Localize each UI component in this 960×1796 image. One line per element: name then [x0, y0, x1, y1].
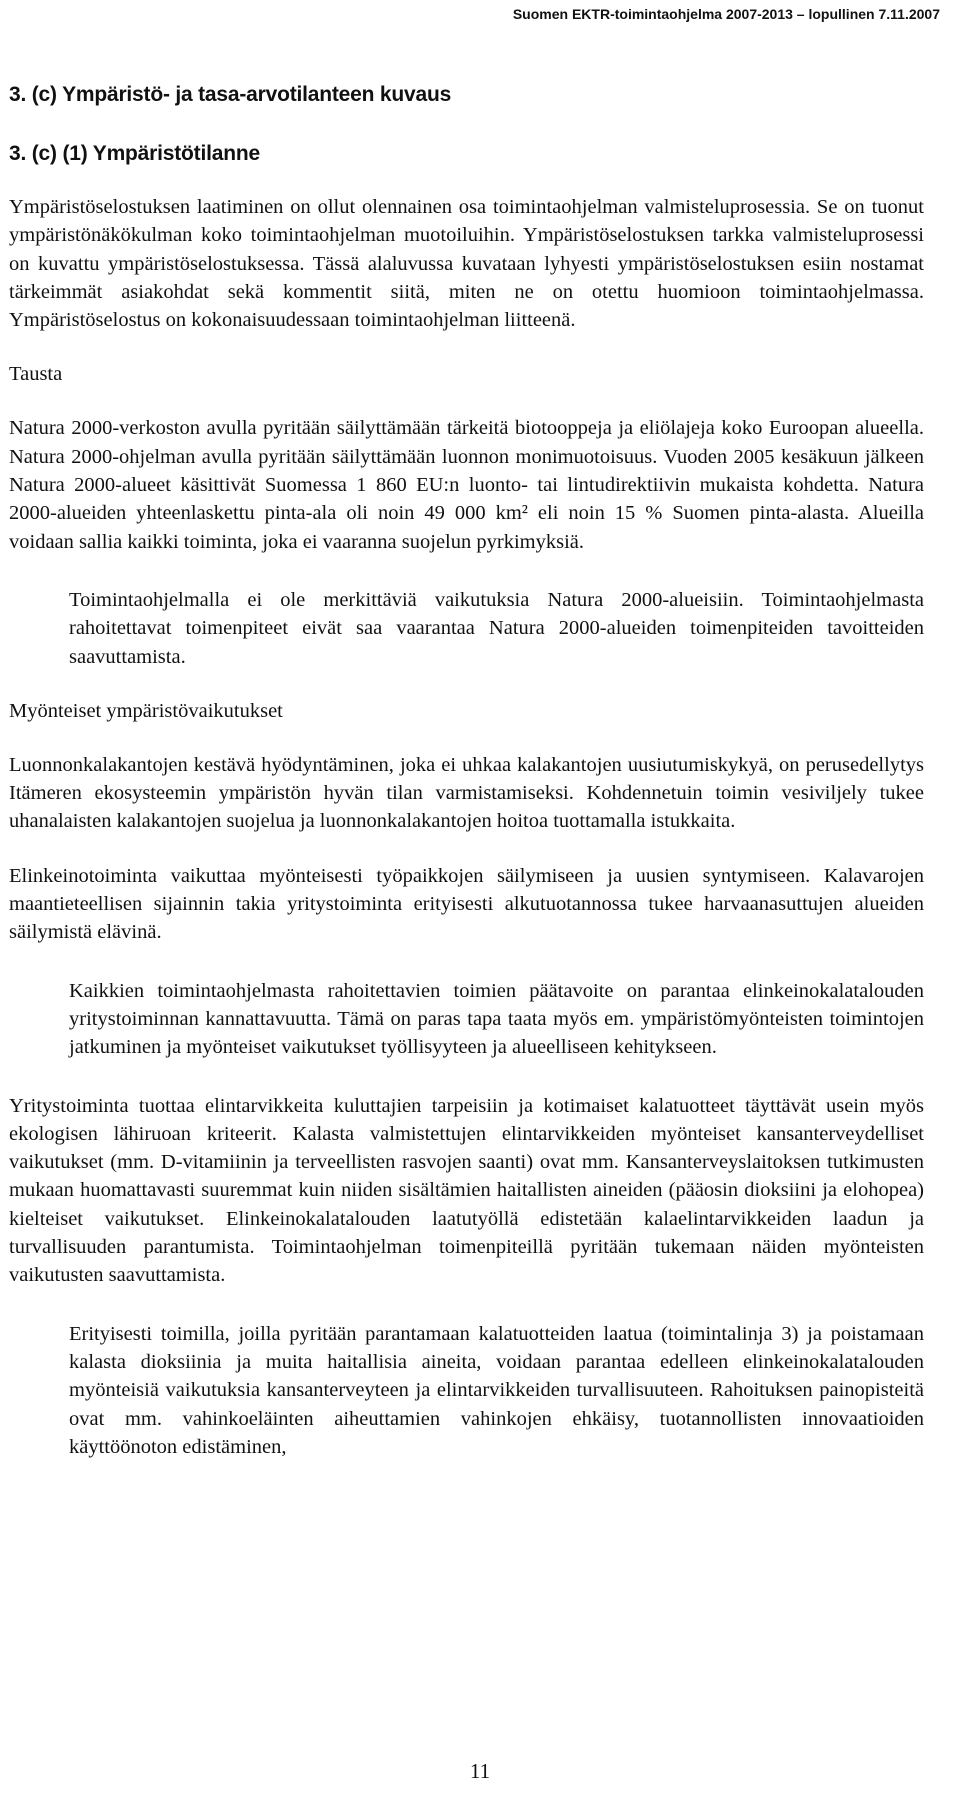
running-header: Suomen EKTR-toimintaohjelma 2007-2013 – lopullinen 7.11.2007: [512, 6, 940, 22]
page-number: 11: [469, 1759, 491, 1783]
tausta-heading: Tausta: [9, 363, 63, 386]
fish-stocks-paragraph: Luonnonkalakantojen kestävä hyödyntäminen, joka ei uhkaa kalakantojen uusiutumiskykyä, on perusedellytys Itämeren ekosysteemin ympäristön hyvän tilan varmistamiseksi. Kohdennetuin toimin vesiviljely tukee uhanalaisten kalakantojen suojelua ja luonnonkalakantojen hoitoa tuottamalla istukkaita.: [9, 753, 924, 833]
special-indented-paragraph: Erityisesti toimilla, joilla pyritään parantamaan kalatuotteiden laatua (toimintalinja 3) ja poistamaan kalasta dioksiinia ja muita haitallisia aineita, voidaan parantaa edelleen elinkeinokalatalouden myönteisiä vaikutuksia kansanterveyteen ja elintarvikkeiden turvallisuuteen. Rahoituksen painopisteitä ovat mm. vahinkoeläinten aiheuttamien vahinkojen ehkäisy, tuotannollisten innovaatioiden käyttöönoton edistäminen,: [69, 1322, 924, 1458]
section-title: 3. (c) Ympäristö- ja tasa-arvotilanteen kuvaus: [9, 83, 452, 106]
business-paragraph: Yritystoiminta tuottaa elintarvikkeita kuluttajien tarpeisiin ja kotimaiset kalatuotteet täyttävät usein myös ekologisen lähiruoan kriteerit. Kalasta valmistettujen elintarvikkeiden myönteiset kansanterveydelliset vaikutukset (mm. D-vitamiinin ja terveellisten rasvojen saanti) ovat mm. Kansanterveyslaitoksen tutkimusten mukaan huomattavasti suuremmat kuin niiden sisältämien haitallisten aineiden (pääosin dioksiini ja elohopea) kielteiset vaikutukset. Elinkeinokalatalouden laatutyöllä edistetään kalaelintarvikkeiden laadun ja turvallisuuden parantumista. Toimintaohjelman toimenpiteillä pyritään tukemaan näiden myönteisten vaikutusten saavuttamista.: [9, 1094, 924, 1287]
livelihood-indented-paragraph: Kaikkien toimintaohjelmasta rahoitettavien toimien päätavoite on parantaa elinkeinokalatalouden yritystoiminnan kannattavuutta. Tämä on paras tapa taata myös em. ympäristömyönteisten toimintojen jatkuminen ja myönteiset vaikutukset työllisyyteen ja alueelliseen kehitykseen.: [69, 979, 924, 1059]
natura-paragraph: Natura 2000-verkoston avulla pyritään säilyttämään tärkeitä biotooppeja ja eliölajeja koko Euroopan alueella. Natura 2000-ohjelman avulla pyritään säilyttämään luonnon monimuotoisuus. Vuoden 2005 kesäkuun jälkeen Natura 2000-alueet käsittivät Suomessa 1 860 EU:n luonto- tai lintudirektiivin mukaista kohdetta. Natura 2000-alueiden yhteenlaskettu pinta-ala oli noin 49 000 km² eli noin 15 % Suomen pinta-alasta. Alueilla voidaan sallia kaikki toiminta, joka ei vaaranna suojelun pyrkimyksiä.: [9, 417, 924, 553]
intro-paragraph: Ympäristöselostuksen laatiminen on ollut olennainen osa toimintaohjelman valmisteluprosessia. Se on tuonut ympäristönäkökulman koko toimintaohjelman muotoiluihin. Ympäristöselostuksen tarkka valmisteluprosessi on kuvattu ympäristöselostuksessa. Tässä alaluvussa kuvataan lyhyesti ympäristöselostuksen esiin nostamat tärkeimmät asiakohdat sekä kommentit siitä, miten ne on otettu huomioon toimintaohjelmassa. Ympäristöselostus on kokonaisuudessaan toimintaohjelman liitteenä.: [9, 196, 924, 332]
livelihood-paragraph: Elinkeinotoiminta vaikuttaa myönteisesti työpaikkojen säilymiseen ja uusien syntymiseen. Kalavarojen maantieteellisen sijainnin takia yritystoiminta erityisesti alkutuotannossa tukee harvaanasuttujen alueiden säilymistä elävinä.: [9, 864, 924, 944]
positive-effects-heading: Myönteiset ympäristövaikutukset: [9, 699, 283, 722]
natura-indented-paragraph: Toimintaohjelmalla ei ole merkittäviä vaikutuksia Natura 2000-alueisiin. Toimintaohjelmasta rahoitettavat toimenpiteet eivät saa vaarantaa Natura 2000-alueiden toimenpiteiden tavoitteiden saavuttamista.: [69, 588, 924, 668]
document-body: [9, 82, 924, 1461]
subsection-title: 3. (c) (1) Ympäristötilanne: [9, 142, 260, 165]
